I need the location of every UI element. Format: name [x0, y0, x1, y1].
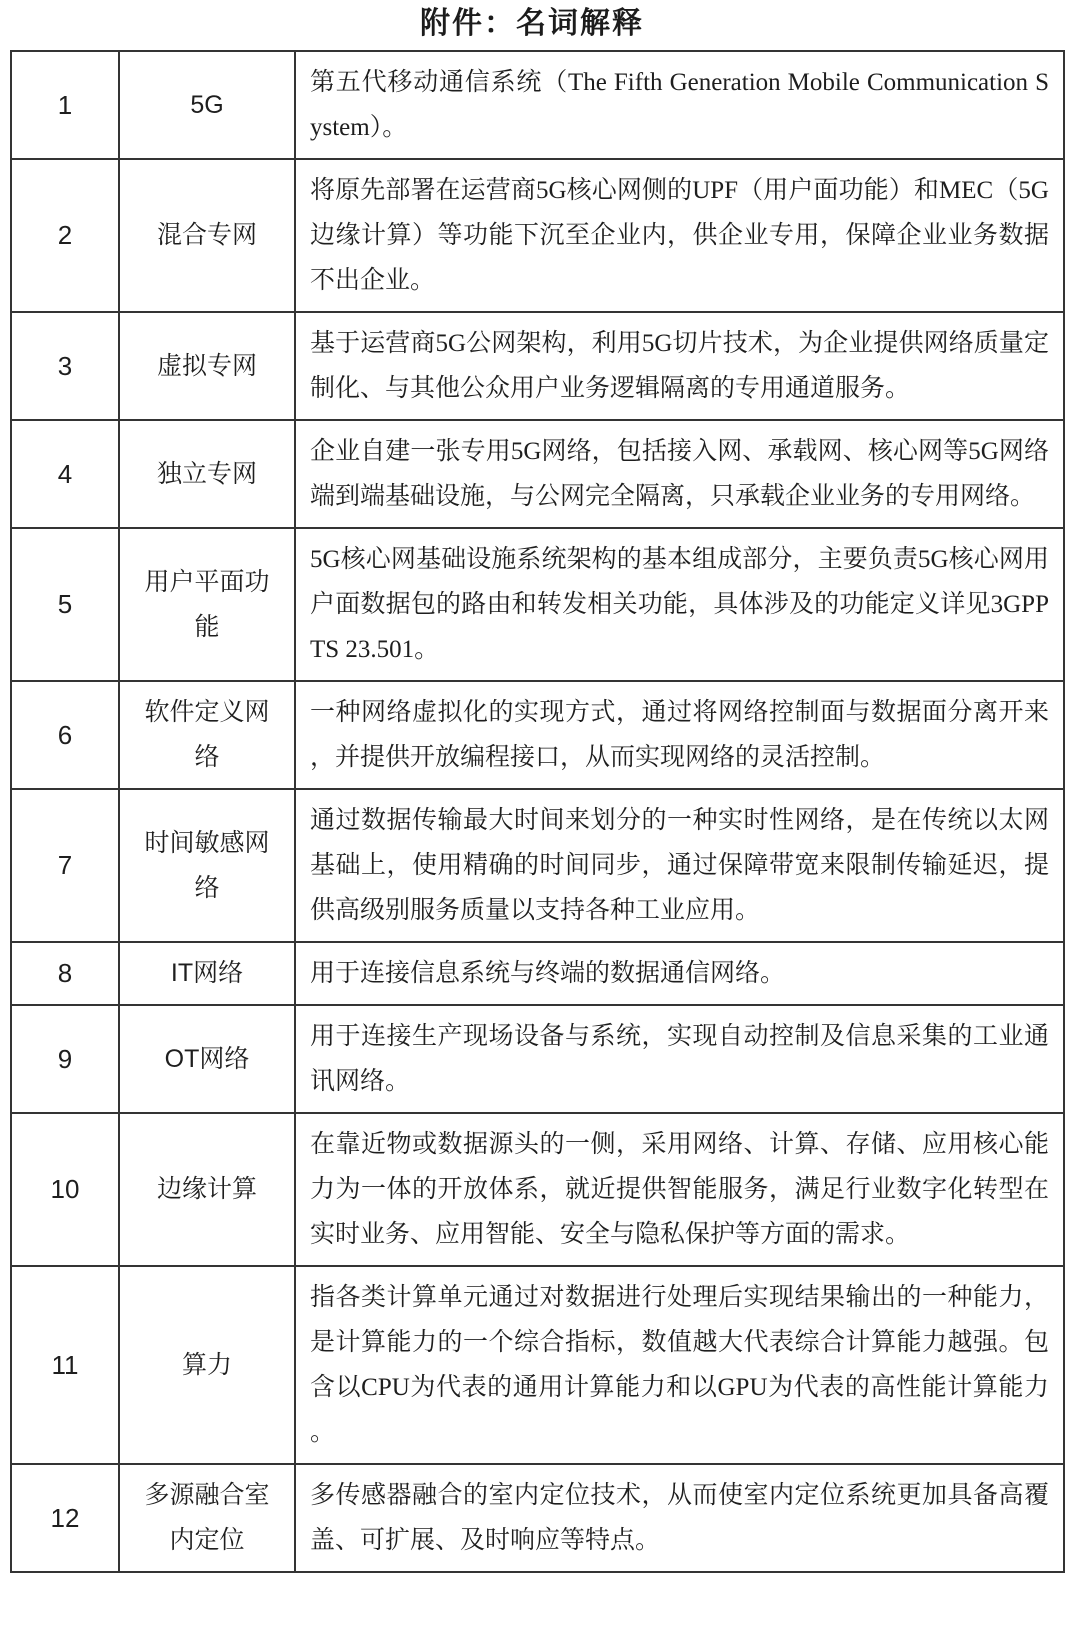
table-row — [11, 420, 1064, 528]
row-number-cell: 9 — [11, 1005, 119, 1113]
definition-cell: 多传感器融合的室内定位技术，从而使室内定位系统更加具备高覆盖、可扩展、及时响应等特点。 — [295, 1464, 1064, 1572]
definition-cell: 在靠近物或数据源头的一侧，采用网络、计算、存储、应用核心能力为一体的开放体系，就近提供智能服务，满足行业数字化转型在实时业务、应用智能、安全与隐私保护等方面的需求。 — [295, 1113, 1064, 1266]
term-cell: 虚拟专网 — [119, 312, 295, 420]
row-number-cell: 1 — [11, 51, 119, 159]
page-title: 附件：名词解释 — [420, 7, 644, 40]
row-number-cell: 4 — [11, 420, 119, 528]
term-cell: 混合专网 — [119, 159, 295, 312]
row-number-cell: 3 — [11, 312, 119, 420]
row-number-cell: 2 — [11, 159, 119, 312]
term-cell: 用户平面功能 — [119, 528, 295, 681]
definition-cell: 用于连接信息系统与终端的数据通信网络。 — [295, 942, 1064, 1005]
term-cell: 算力 — [119, 1266, 295, 1464]
term-cell: 时间敏感网络 — [119, 789, 295, 942]
row-number-cell: 5 — [11, 528, 119, 681]
definition-cell: 第五代移动通信系统（The Fifth Generation Mobile Communication System）。 — [295, 51, 1064, 159]
term-cell: 软件定义网络 — [119, 681, 295, 789]
term-cell: 边缘计算 — [119, 1113, 295, 1266]
table-row — [11, 681, 1064, 789]
definition-cell: 将原先部署在运营商5G核心网侧的UPF（用户面功能）和MEC（5G边缘计算）等功能下沉至企业内，供企业专用，保障企业业务数据不出企业。 — [295, 159, 1064, 312]
row-number-cell: 6 — [11, 681, 119, 789]
term-cell: 独立专网 — [119, 420, 295, 528]
definition-cell: 用于连接生产现场设备与系统，实现自动控制及信息采集的工业通讯网络。 — [295, 1005, 1064, 1113]
term-cell: 5G — [119, 51, 295, 159]
term-cell: 多源融合室内定位 — [119, 1464, 295, 1572]
row-number-cell: 10 — [11, 1113, 119, 1266]
row-number-cell: 12 — [11, 1464, 119, 1572]
table-row — [11, 51, 1064, 159]
table-row — [11, 1113, 1064, 1266]
table-row — [11, 1464, 1064, 1572]
table-row — [11, 312, 1064, 420]
glossary-table-body — [11, 51, 1064, 1572]
definition-cell: 企业自建一张专用5G网络，包括接入网、承载网、核心网等5G网络端到端基础设施，与公网完全隔离，只承载企业业务的专用网络。 — [295, 420, 1064, 528]
table-row — [11, 942, 1064, 1005]
table-row — [11, 528, 1064, 681]
term-cell: OT网络 — [119, 1005, 295, 1113]
table-row — [11, 1266, 1064, 1464]
term-cell: IT网络 — [119, 942, 295, 1005]
definition-cell: 通过数据传输最大时间来划分的一种实时性网络，是在传统以太网基础上，使用精确的时间同步，通过保障带宽来限制传输延迟，提供高级别服务质量以支持各种工业应用。 — [295, 789, 1064, 942]
row-number-cell: 7 — [11, 789, 119, 942]
definition-cell: 指各类计算单元通过对数据进行处理后实现结果输出的一种能力，是计算能力的一个综合指标，数值越大代表综合计算能力越强。包含以CPU为代表的通用计算能力和以GPU为代表的高性能计算能力。 — [295, 1266, 1064, 1464]
definition-cell: 基于运营商5G公网架构，利用5G切片技术，为企业提供网络质量定制化、与其他公众用户业务逻辑隔离的专用通道服务。 — [295, 312, 1064, 420]
row-number-cell: 11 — [11, 1266, 119, 1464]
row-number-cell: 8 — [11, 942, 119, 1005]
table-row — [11, 1005, 1064, 1113]
definition-cell: 一种网络虚拟化的实现方式，通过将网络控制面与数据面分离开来，并提供开放编程接口，从而实现网络的灵活控制。 — [295, 681, 1064, 789]
table-row — [11, 159, 1064, 312]
glossary-table — [10, 50, 1065, 1573]
definition-cell: 5G核心网基础设施系统架构的基本组成部分，主要负责5G核心网用户面数据包的路由和转发相关功能，具体涉及的功能定义详见3GPP TS 23.501。 — [295, 528, 1064, 681]
table-row — [11, 789, 1064, 942]
